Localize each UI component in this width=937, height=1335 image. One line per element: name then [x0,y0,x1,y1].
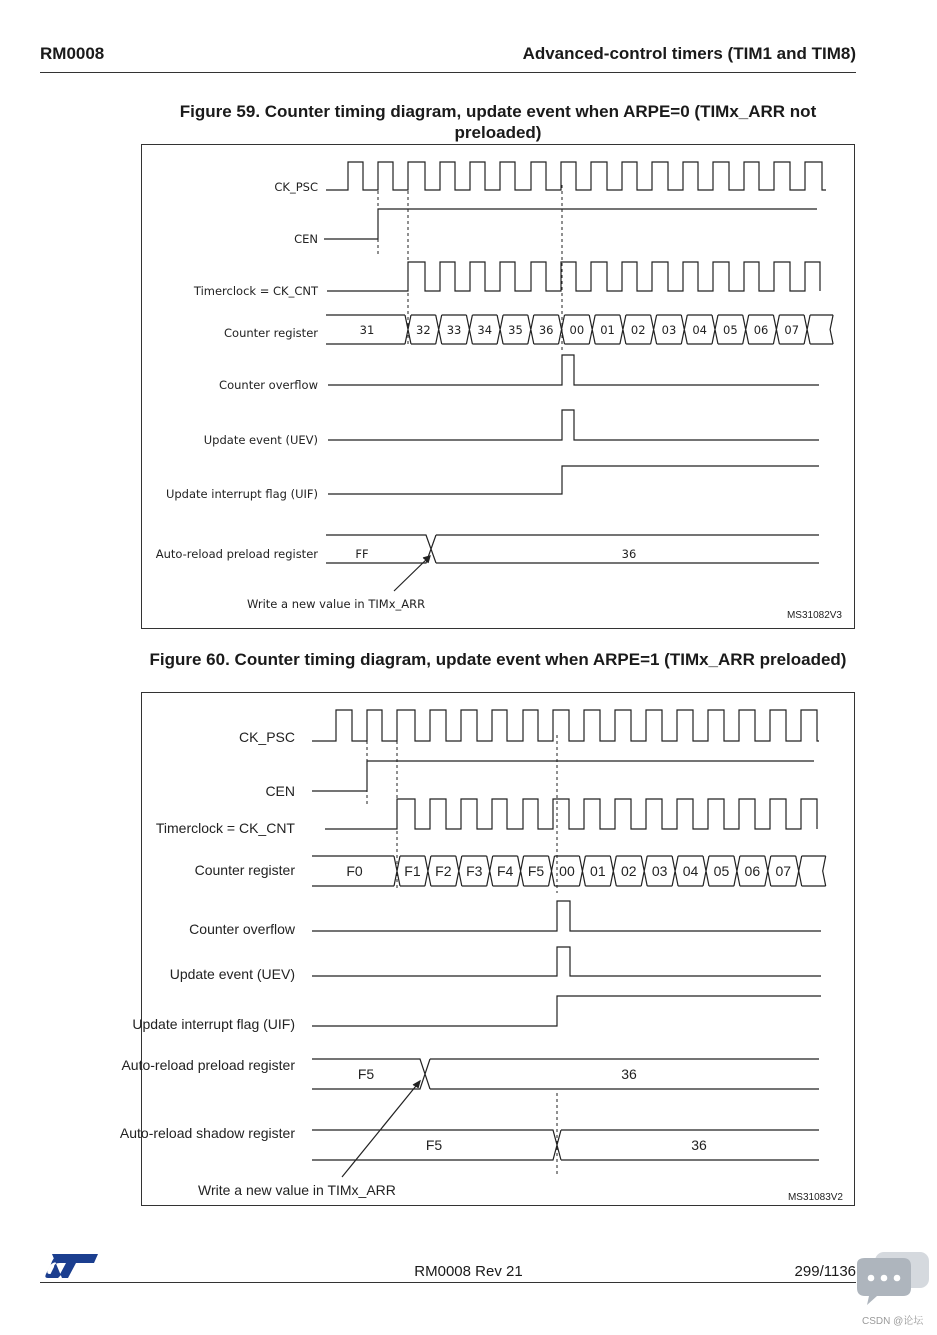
f59-counter-value: 06 [753,323,769,337]
f59-counter-value: 04 [692,323,707,337]
f60-label-uev: Update event (UEV) [169,966,295,982]
f59-label-preload: Auto-reload preload register [155,547,318,561]
f60-uev-wave [312,947,821,976]
f59-counter-value: 33 [446,323,462,337]
f60-ref: MS31083V2 [787,1192,843,1203]
f60-counter-value: 00 [559,863,575,879]
f59-counter-value: 02 [630,323,646,337]
f60-overflow-wave [312,901,821,931]
csdn-watermark: CSDN @论坛 [862,1316,924,1327]
f60-label-timerclock: Timerclock = CK_CNT [155,820,295,836]
f59-label-uev: Update event (UEV) [203,433,318,447]
footer-page-number: 299/1136 [794,1263,856,1280]
f59-counter-value: 01 [600,323,615,337]
f59-ref: MS31082V3 [786,610,842,621]
f60-label-ck-psc: CK_PSC [238,729,295,745]
f59-counter-value: 03 [661,323,677,337]
f60-annotation: Write a new value in TIMx_ARR [198,1182,396,1198]
chat-bubble-icon[interactable] [857,1250,931,1313]
f59-annotation-arrow [394,556,430,591]
f59-preload-bus [326,535,819,563]
f60-annotation-arrow [342,1081,420,1177]
figure59-diagram [141,144,855,629]
f60-counter-value: F5 [527,863,545,879]
f59-counter-value: 31 [359,323,375,337]
f59-uev-wave [328,410,819,440]
f60-counter-value: 03 [651,863,668,879]
f59-preload-old: FF [355,547,369,561]
f59-label-cen: CEN [294,232,318,246]
f60-counter-value: 05 [713,863,730,879]
f60-counter-value: 01 [590,863,606,879]
f60-counter-value: 04 [682,863,699,879]
figure60-title: Figure 60. Counter timing diagram, update event when ARPE=1 (TIMx_ARR preloaded) [149,650,847,669]
f60-preload-old: F5 [357,1066,375,1082]
f59-preload-new: 36 [621,547,637,561]
f60-counter-value: 06 [744,863,761,879]
f60-uif-wave [312,996,821,1026]
f60-label-counter-overflow: Counter overflow [189,921,295,937]
f59-counter-value: 36 [538,323,554,337]
figure60-svg [119,693,856,1207]
f60-cen-wave [312,761,814,791]
f59-timerclock-wave [327,262,820,291]
f60-shadow-bus [312,1130,819,1160]
f60-preload-bus [312,1059,819,1089]
f60-shadow-old: F5 [425,1137,443,1153]
f59-counter-value: 32 [416,323,431,337]
f59-cen-wave [324,209,817,239]
f59-overflow-wave [328,355,819,385]
f60-label-preload: Auto-reload preload register [121,1057,295,1073]
f59-label-ck-psc: CK_PSC [274,180,318,194]
f59-label-timerclock: Timerclock = CK_CNT [193,284,318,298]
footer-rule [40,1282,856,1283]
footer-doc-rev: RM0008 Rev 21 [414,1263,523,1280]
f60-counter-value: F2 [435,863,452,879]
f59-label-uif: Update interrupt flag (UIF) [165,487,318,501]
f60-counter-value: 07 [775,863,792,879]
f60-preload-new: 36 [621,1066,637,1082]
f59-counter-value: 05 [723,323,738,337]
f60-counter-value: 02 [620,863,637,879]
f59-counter-value: 07 [784,323,800,337]
section-title: Advanced-control timers (TIM1 and TIM8) [522,44,856,63]
f60-label-shadow: Auto-reload shadow register [119,1125,295,1141]
header-rule [40,72,856,73]
f59-counter-value: 00 [569,323,585,337]
f60-counter-value: F4 [496,863,514,879]
figure60-diagram [119,692,855,1206]
f60-timerclock-wave [325,799,817,829]
figure59-svg [142,145,856,630]
f59-uif-wave [328,466,819,494]
f60-counter-value: F3 [466,863,483,879]
f59-ck-psc-wave [326,162,826,190]
f60-counter-value: F1 [404,863,421,879]
f59-annotation: Write a new value in TIMx_ARR [247,597,426,611]
f59-label-counter-overflow: Counter overflow [219,378,318,392]
f60-label-counter-register: Counter register [194,862,295,878]
f60-label-cen: CEN [265,783,295,799]
f59-counter-value: 35 [508,323,523,337]
f60-counter-value: F0 [346,863,363,879]
doc-id: RM0008 [40,44,105,63]
f59-label-counter-register: Counter register [224,326,318,340]
f60-shadow-new: 36 [691,1137,707,1153]
f60-arrow-head [413,1081,420,1088]
f59-counter-value: 34 [477,323,493,337]
f60-ck-psc-wave [312,710,819,741]
figure59-title: Figure 59. Counter timing diagram, update event when ARPE=0 (TIMx_ARR not preloaded) [179,102,817,142]
f60-label-uif: Update interrupt flag (UIF) [132,1016,295,1032]
